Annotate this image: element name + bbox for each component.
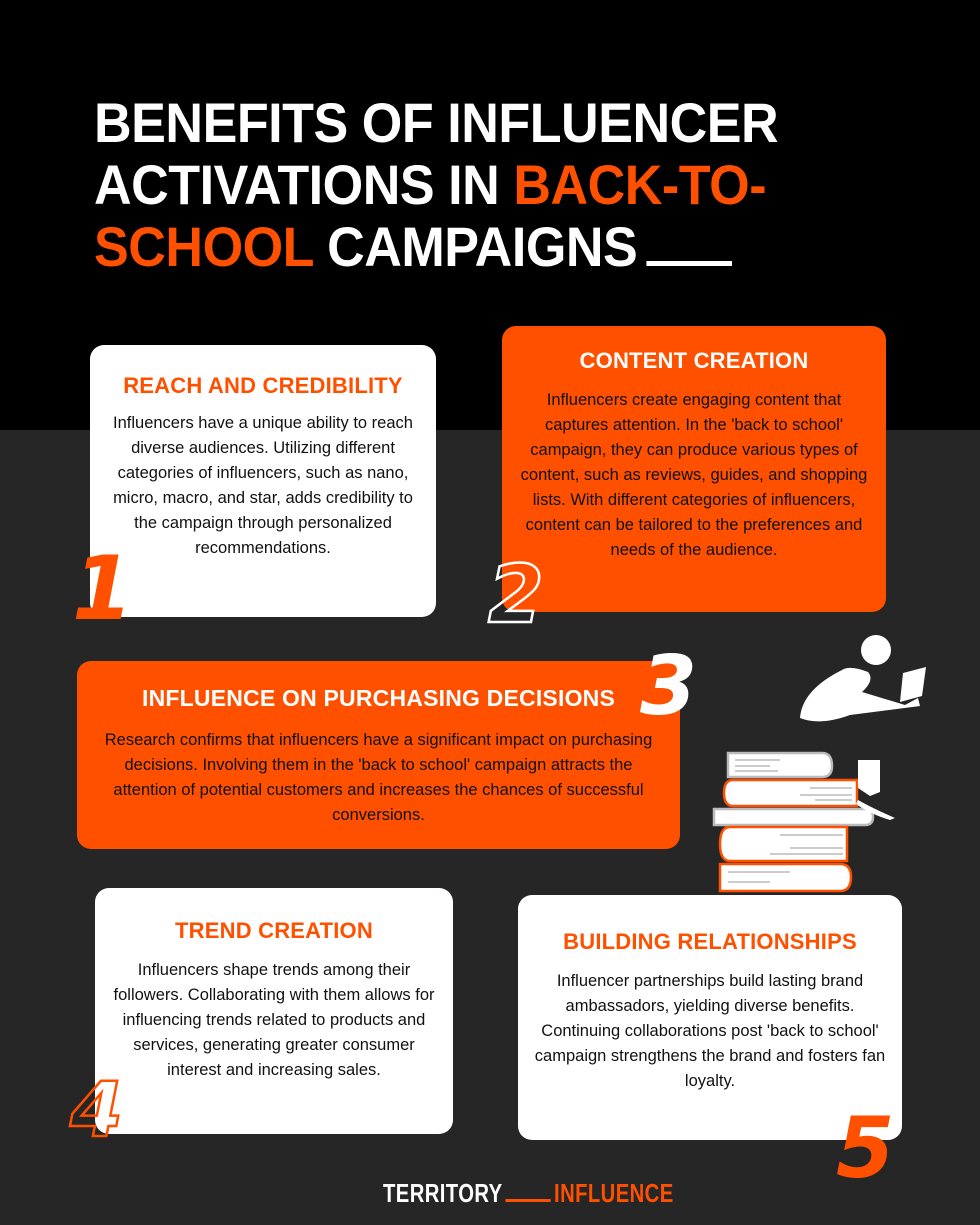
benefit-body: Influencer partnerships build lasting brand ambassadors, yielding diverse benefits. Continuing collaborations post 'back to school' campaign strengthens the brand and fosters fan loyalty.	[534, 972, 886, 1090]
title-accent-2: SCHOOL	[94, 215, 314, 278]
person-reading-on-books-icon	[700, 620, 960, 900]
benefit-title: CONTENT CREATION	[579, 348, 809, 373]
number-5: 5	[836, 1099, 895, 1197]
benefit-card-trend-creation	[95, 888, 453, 1134]
benefit-card-reach-credibility	[90, 345, 436, 617]
benefit-title: INFLUENCE ON PURCHASING DECISIONS	[141, 685, 616, 711]
title-line-2: ACTIVATIONS IN	[94, 153, 514, 216]
number-1: 1	[72, 537, 134, 640]
benefit-title: REACH AND CREDIBILITY	[123, 373, 403, 398]
benefit-title: BUILDING RELATIONSHIPS	[563, 929, 857, 954]
title-line-1: BENEFITS OF INFLUENCER	[94, 91, 779, 154]
benefit-body: Influencers create engaging content that captures attention. In the 'back to school' campaign, they can produce various types of content, such as reviews, guides, and shopping lists. With different categories of influencers, content can be tailored to the preferences and needs of the audience.	[520, 391, 868, 559]
benefit-title: TREND CREATION	[175, 918, 373, 943]
number-3: 3	[640, 639, 698, 734]
title-line-3: CAMPAIGNS	[313, 215, 638, 278]
benefit-body: Research confirms that influencers have a significant impact on purchasing decisions. Involving them in the 'back to school' campaign attracts the attention of potential customers and increases the chances of successful conversions.	[104, 731, 653, 824]
logo-bar	[506, 1199, 551, 1202]
page-title	[94, 92, 838, 278]
benefit-body: Influencers shape trends among their followers. Collaborating with them allows for influencing trends related to products and services, generating greater consumer interest and increasing sales.	[113, 961, 435, 1079]
logo-territory: TERRITORY	[383, 1178, 503, 1208]
title-accent-1: BACK-TO-	[513, 153, 767, 216]
brand-logo	[383, 1178, 674, 1209]
benefit-card-content-creation	[502, 326, 886, 612]
title-underline	[647, 261, 733, 266]
logo-influence: INFLUENCE	[554, 1178, 674, 1208]
number-2: 2	[488, 548, 544, 641]
number-4: 4	[70, 1065, 123, 1154]
benefit-card-purchasing-decisions	[77, 661, 680, 849]
benefit-body: Influencers have a unique ability to reach diverse audiences. Utilizing different categories of influencers, such as nano, micro, macro, and star, adds credibility to the campaign through personalized recommendations.	[113, 414, 413, 557]
